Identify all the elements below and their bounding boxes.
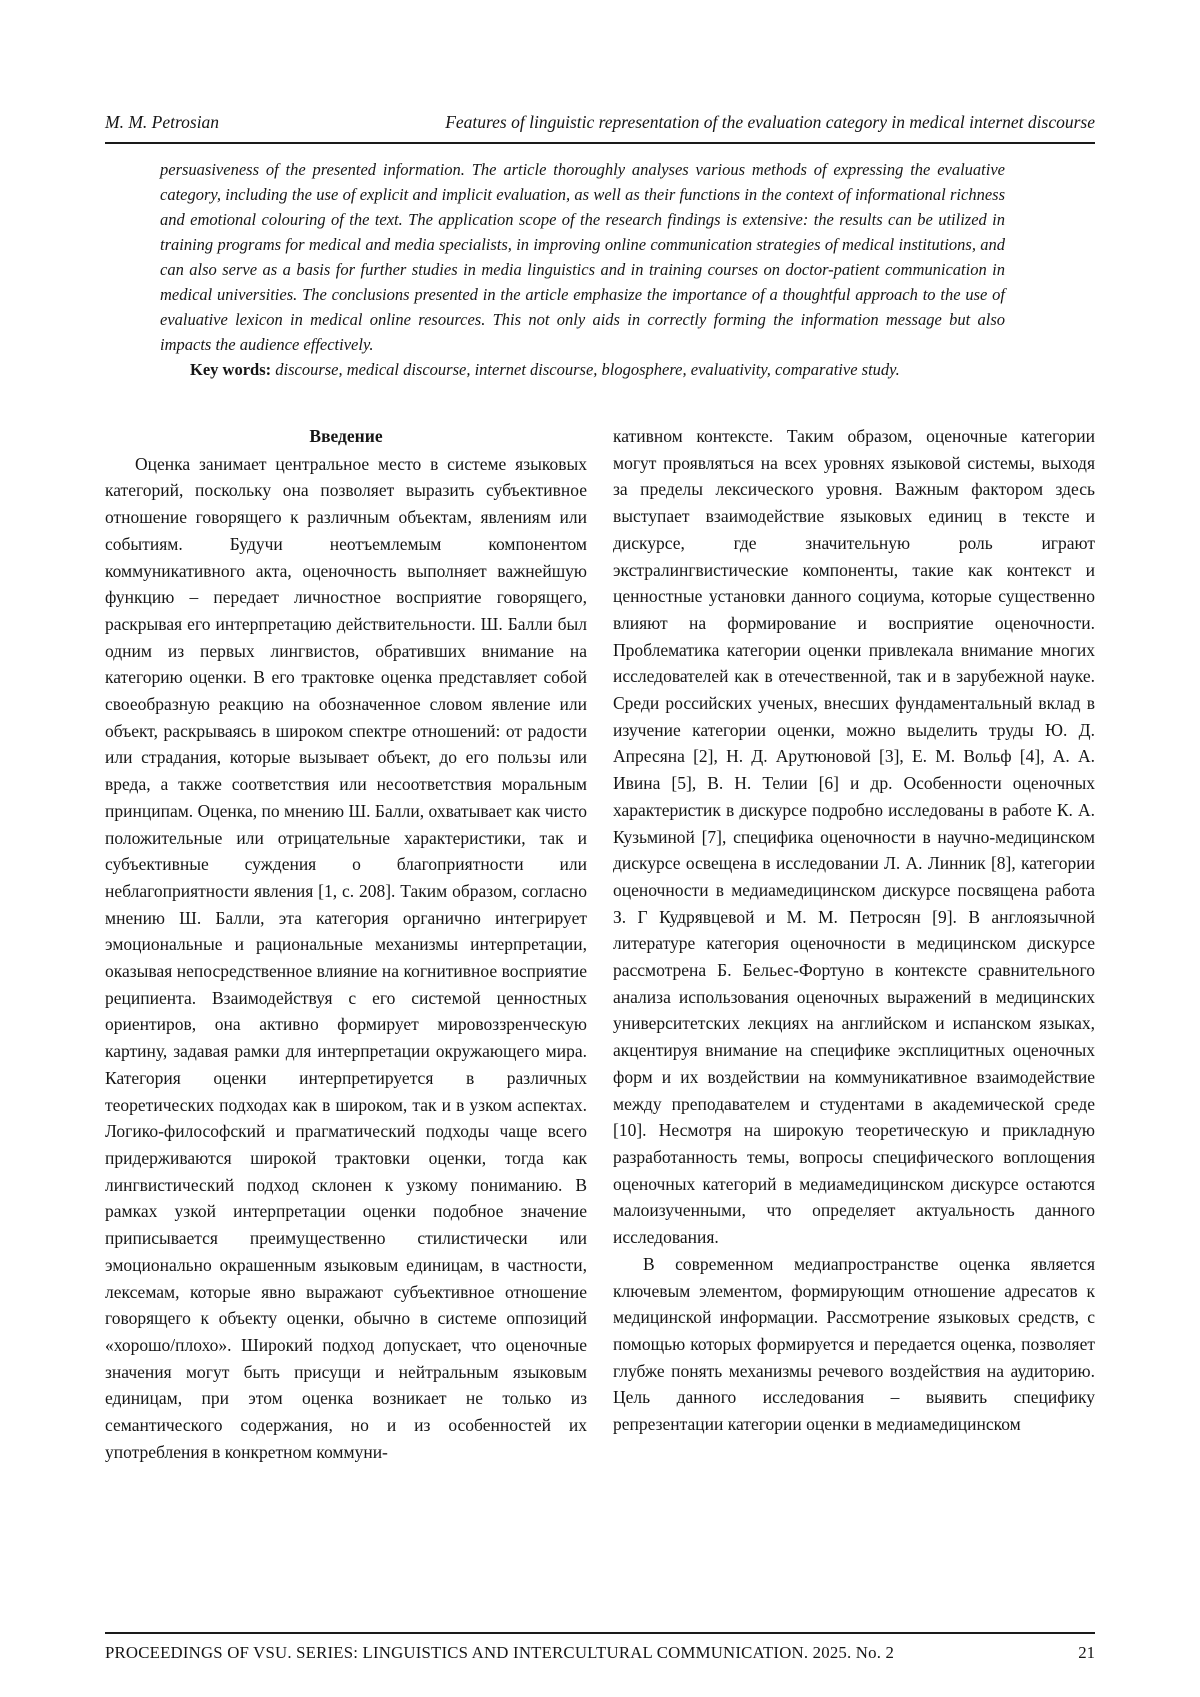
section-heading-introduction: Введение [309, 426, 383, 446]
running-header [105, 0, 1095, 144]
page-number: 21 [1078, 1643, 1095, 1662]
two-column-body [105, 423, 1095, 1465]
right-column [613, 423, 1095, 1465]
author-name: M. M. Petrosian [105, 112, 220, 132]
running-title: Features of linguistic representation of the evaluation category in medical internet discourse [445, 112, 1095, 132]
abstract-block [105, 157, 1095, 382]
keywords-text: discourse, medical discourse, internet discourse, blogosphere, evaluativity, comparative study. [271, 360, 900, 379]
journal-footer-text: PROCEEDINGS OF VSU. SERIES: LINGUISTICS AND INTERCULTURAL COMMUNICATION. 2025. No. 2 [105, 1643, 895, 1662]
body-paragraph: В современном медиапространстве оценка является ключевым элементом, формирующим отношение адресатов к медицинской информации. Рассмотрение языковых средств, с помощью которых формируется и передается оценка, позволяет глубже понять механизмы речевого воздействия на аудиторию. Цель данного исследования – выявить специфику репрезентации категории оценки в медиамедицинском [613, 1253, 1095, 1435]
body-paragraph: Оценка занимает центральное место в системе языковых категорий, поскольку она позволяет выразить субъективное отношение говорящего к различным объектам, явлениям или событиям. Будучи неотъемлемым компонентом коммуникативного акта, оценочность выполняет важнейшую функцию – передает личностное восприятие говорящего, раскрывая его интерпретацию действительности. Ш. Балли был одним из первых лингвистов, обративших внимание на категорию оценки. В его трактовке оценка представляет собой своеобразную реакцию на обозначенное словом явление или объект, раскрываясь в широком спектре отношений: от радости или страдания, которые вызывает объект, до его пользы или вреда, а также соответствия или несоответствия моральным принципам. Оценка, по мнению Ш. Балли, охватывает как чисто положительные или отрицательные характеристики, так и субъективные суждения о благоприятности или неблагоприятности явления [1, с. 208]. Таким образом, согласно мнению Ш. Балли, эта категория органично интегрирует эмоциональные и рациональные механизмы интерпретации, оказывая непосредственное влияние на когнитивное восприятие реципиента. Взаимодействуя с его системой ценностных ориентиров, она активно формирует мировоззренческую картину, задавая рамки для интерпретации окружающего мира. Категория оценки интерпретируется в различных теоретических подходах как в широком, так и в узком аспектах. Логико-философский и прагматический подходы чаще всего придерживаются широкой трактовки оценки, тогда как лингвистический подход склонен к узкому пониманию. В рамках узкой интерпретации оценки подобное значение приписывается преимущественно стилистически или эмоционально окрашенным языковым единицам, в частности, лексемам, которые явно выражают субъективное отношение говорящего к объекту оценки, обычно в системе оппозиций «хорошо/плохо». Широкий подход допускает, что оценочные значения могут быть присущи и нейтральным языковым единицам, при этом оценка возникает не только из семантического содержания, но и из особенностей их употребления в конкретном коммуни- [105, 453, 587, 1462]
page-footer [105, 1632, 1095, 1663]
abstract-text: persuasiveness of the presented information. The article thoroughly analyses various methods of expressing the evaluative category, including the use of explicit and implicit evaluation, as well as their functions in the context of informational richness and emotional colouring of the text. The application scope of the research findings is extensive: the results can be utilized in training programs for medical and media specialists, in improving online communication strategies of medical institutions, and can also serve as a basis for further studies in media linguistics and in training courses on doctor-patient communication in medical universities. The conclusions presented in the article emphasize the importance of a thoughtful approach to the use of evaluative lexicon in medical online resources. This not only aids in correctly forming the information message but also impacts the audience effectively. [160, 160, 1005, 354]
keywords-line [160, 357, 1005, 382]
keywords-label: Key words: [190, 360, 272, 379]
left-column [105, 423, 587, 1465]
body-paragraph: кативном контексте. Таким образом, оценочные категории могут проявляться на всех уровнях языковой системы, выходя за пределы лексического уровня. Важным фактором здесь выступает взаимодействие языковых единиц в тексте и дискурсе, где значительную роль играют экстралингвистические компоненты, такие как контекст и ценностные установки данного социума, которые существенно влияют на формирование и восприятие оценочности. Проблематика категории оценки привлекала внимание многих исследователей как в отечественной, так и в зарубежной науке. Среди российских ученых, внесших фундаментальный вклад в изучение категории оценки, можно выделить труды Ю. Д. Апресяна [2], Н. Д. Арутюновой [3], Е. М. Вольф [4], А. А. Ивина [5], В. Н. Телии [6] и др. Особенности оценочных характеристик в дискурсе подробно исследованы в работе К. А. Кузьминой [7], специфика оценочности в научно-медицинском дискурсе освещена в исследовании Л. А. Линник [8], категории оценочности в медиамедицинском дискурсе посвящена работа З. Г Кудрявцевой и М. М. Петросян [9]. В англоязычной литературе категория оценочности в медицинском дискурсе рассмотрена Б. Бельес-Фортуно в контексте сравнительного анализа использования оценочных выражений в медицинских университетских лекциях на английском и испанском языках, акцентируя внимание на специфике эксплицитных оценочных форм и их воздействии на коммуникативное взаимодействие между преподавателем и студентами в академической среде [10]. Несмотря на широкую теоретическую и прикладную разработанность темы, вопросы специфического воплощения оценочных категорий в медиамедицинском дискурсе остаются малоизученными, что определяет актуальность данного исследования. [613, 426, 1095, 1248]
